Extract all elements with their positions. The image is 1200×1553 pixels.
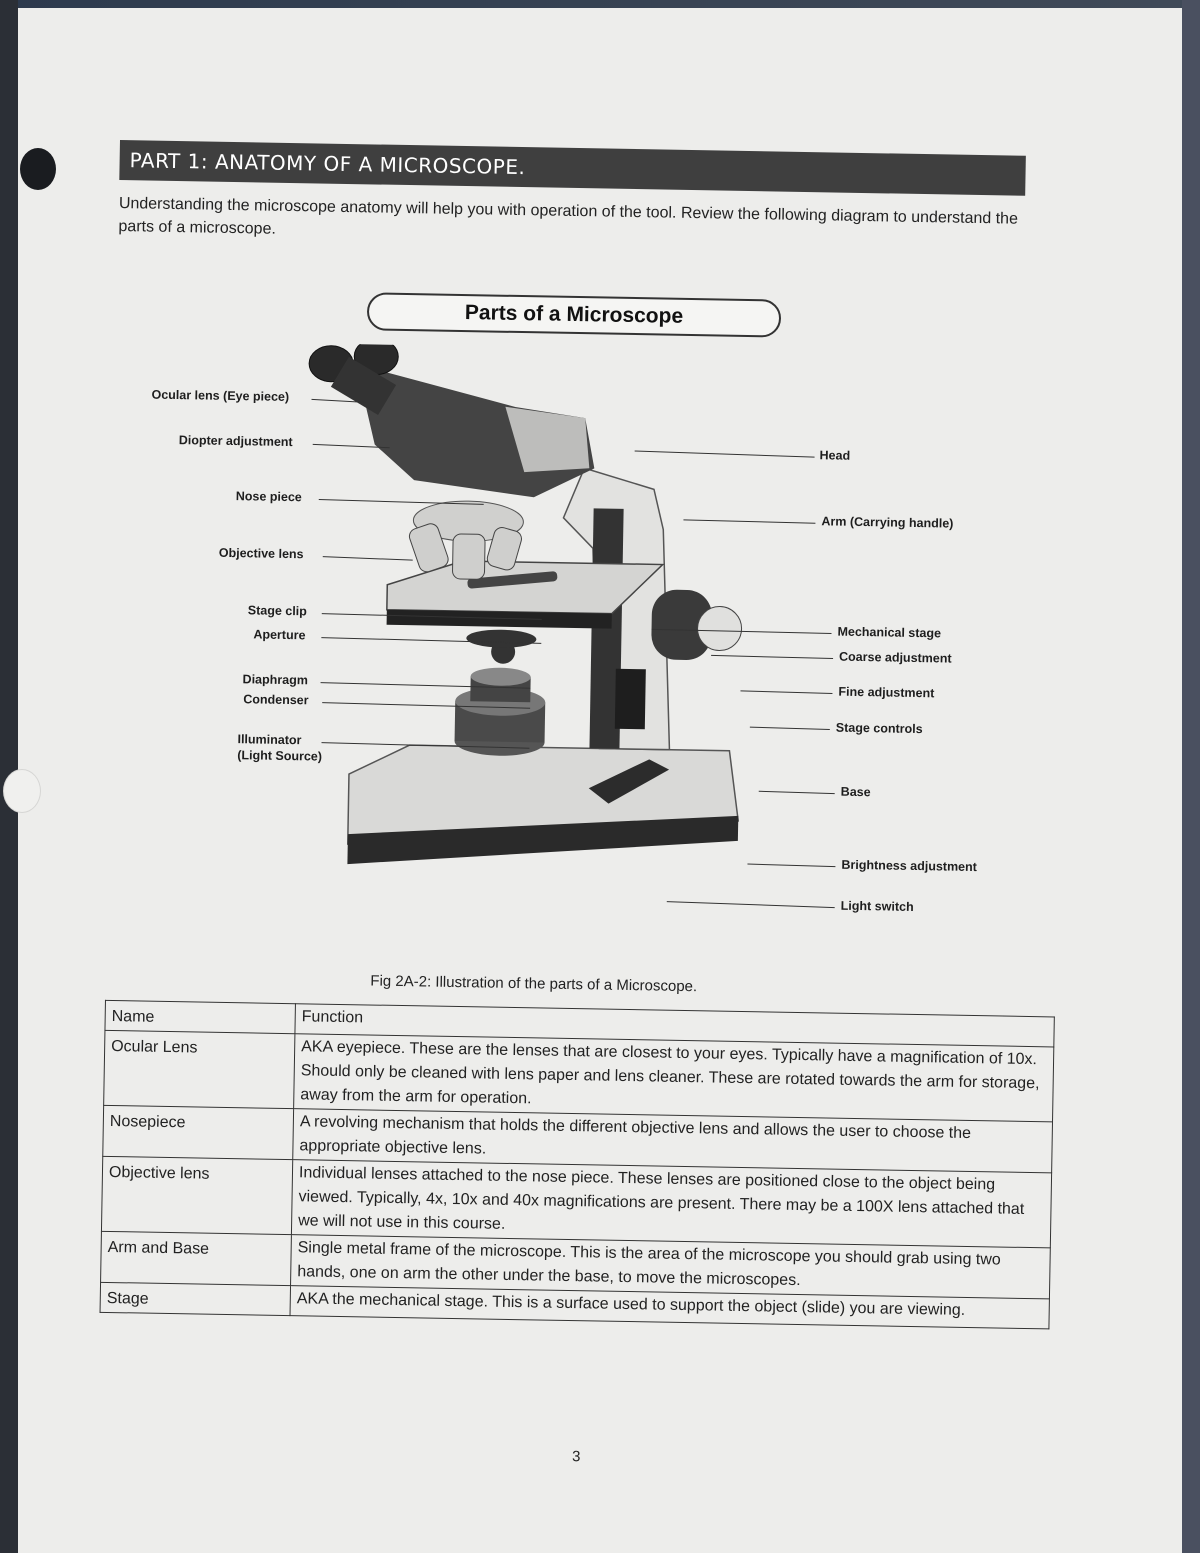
label-base: Base [840, 784, 871, 800]
page-number: 3 [571, 1448, 581, 1466]
label-stage-clip: Stage clip [247, 603, 307, 619]
label-fine-adjustment: Fine adjustment [838, 684, 935, 701]
label-aperture: Aperture [253, 627, 306, 643]
header-function: Function [295, 1004, 1054, 1047]
label-mechanical-stage: Mechanical stage [837, 624, 942, 641]
punch-hole [4, 770, 40, 812]
part-name: Objective lens [101, 1156, 292, 1234]
header-name: Name [105, 1000, 295, 1033]
label-diaphragm: Diaphragm [242, 672, 309, 688]
label-light-source: (Light Source) [237, 748, 323, 764]
part-function: Single metal frame of the microscope. This is the area of the microscope you should grab using two hands, one on arm the other under the base, to move the microscopes. [291, 1235, 1051, 1299]
desk-background-right [1182, 0, 1200, 1553]
label-nose-piece: Nose piece [235, 489, 302, 505]
label-brightness-adjustment: Brightness adjustment [841, 857, 978, 875]
part-name: Stage [100, 1282, 290, 1315]
part-name: Nosepiece [103, 1105, 294, 1159]
label-stage-controls: Stage controls [835, 720, 923, 737]
label-condenser: Condenser [243, 692, 309, 708]
label-illuminator: Illuminator [237, 732, 302, 748]
diagram-title: Parts of a Microscope [367, 292, 782, 337]
parts-function-table [100, 1000, 1055, 1330]
figure-caption: Fig 2A-2: Illustration of the parts of a Microscope. [370, 972, 698, 996]
label-objective-lens: Objective lens [218, 545, 304, 562]
section-header: PART 1: ANATOMY OF A MICROSCOPE. [119, 140, 1026, 196]
part-function: AKA eyepiece. These are the lenses that are closest to your eyes. Typically have a magnification of 10x. Should only be cleaned with lens paper and lens cleaner. These are rotated towards the arm for storage, away from the arm for operation. [294, 1034, 1054, 1122]
label-light-switch: Light switch [840, 898, 914, 914]
label-leader-lines [106, 140, 1080, 977]
label-coarse-adjustment: Coarse adjustment [838, 649, 952, 666]
label-head: Head [819, 448, 851, 463]
label-ocular-lens: Ocular lens (Eye piece) [151, 387, 290, 404]
intro-paragraph: Understanding the microscope anatomy will help you with operation of the tool. Review the following diagram to understand the parts of a microscope. [118, 194, 1019, 238]
part-name: Arm and Base [101, 1231, 292, 1285]
worksheet-page [97, 140, 1080, 1487]
part-function: Individual lenses attached to the nose piece. These lenses are positioned close to the object being viewed. Typically, 4x, 10x and 40x magnifications are present. There may be a 100X lens attached that we will not use in this course. [291, 1160, 1051, 1248]
part-name: Ocular Lens [104, 1030, 295, 1108]
label-diopter-adjustment: Diopter adjustment [178, 433, 293, 450]
part-function: AKA the mechanical stage. This is a surface used to support the object (slide) you are viewing. [290, 1286, 1049, 1329]
punch-hole [20, 148, 56, 190]
part-function: A revolving mechanism that holds the different objective lens and allows the user to choose the appropriate objective lens. [293, 1109, 1053, 1173]
label-arm: Arm (Carrying handle) [821, 514, 954, 531]
